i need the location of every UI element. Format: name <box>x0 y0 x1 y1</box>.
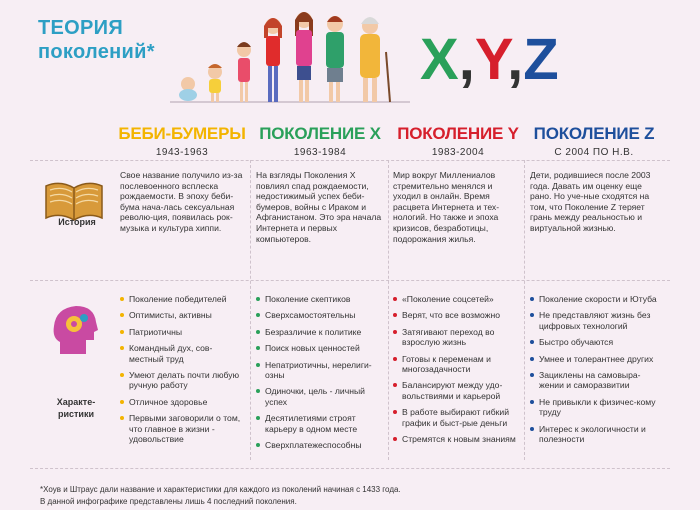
list-item: Стремятся к новым знаниям <box>393 434 520 444</box>
list-item: Быстро обучаются <box>530 337 662 347</box>
xyz-logo <box>420 27 559 92</box>
row-divider <box>30 280 670 281</box>
xyz-letter-z: Z <box>523 27 559 92</box>
history-cell-gen-y <box>393 170 520 244</box>
teen-figure <box>264 18 282 102</box>
toddler-figure <box>208 64 222 102</box>
history-text: На взгляды Поколения X повлиял спад рождаемости, недостижимый успех беби-бумеров, войны с Ираком и Афганистаном. Это эра начала Интернета и первых компьютеров. <box>256 170 382 244</box>
list-item: Умеют делать почти любую ручную работу <box>120 370 246 391</box>
column-years: 1943-1963 <box>155 147 209 158</box>
history-text: Дети, родившиеся после 2003 года. Давать им оценку еще рано. Но уче-ные сходятся на том, что Поколение Z теряет грань между реальностью и виртуальной жизнью. <box>530 170 651 233</box>
row-divider <box>30 468 670 469</box>
column-header-gen-z <box>524 124 664 160</box>
column-divider <box>388 160 389 460</box>
column-divider <box>524 160 525 460</box>
column-years: 1963-1984 <box>293 147 347 158</box>
footnote <box>40 484 401 508</box>
list-item: Балансируют между удо-вольствиями и карьерой <box>393 380 520 401</box>
middle-aged-figure <box>326 16 344 102</box>
xyz-comma-2: , <box>507 27 524 92</box>
title-line-2: поколений* <box>38 41 155 63</box>
history-text: Мир вокруг Миллениалов стремительно менялся и уходил в онлайн. Время расцвета Интернета и тех-нологий. Но также и эпоха кризисов, безработицы, подорожания жилья. <box>393 170 500 244</box>
list-item: Первыми заговорили о том, что главное в жизни - удовольствие <box>120 413 246 444</box>
infographic-title <box>38 16 155 64</box>
column-header-boomers <box>112 124 252 160</box>
head-gears-icon <box>50 304 100 356</box>
adult-figure <box>295 12 313 102</box>
list-item: Безразличие к политике <box>256 327 384 337</box>
history-text: Свое название получило из-за послевоенного всплеска рождаемости. В эпоху беби-бума нача-лась сексуальная револю-ция, появилась рок-музыка и культура хиппи. <box>120 170 243 233</box>
footnote-line-1: *Хоув и Штраус дали название и характеристики для каждого из поколений начиная с 1433 года. <box>40 485 401 494</box>
list-item: Оптимисты, активны <box>120 310 246 320</box>
history-cell-gen-x <box>256 170 384 244</box>
traits-list-gen-x <box>256 294 384 456</box>
child-figure <box>237 42 251 102</box>
row-label-history: История <box>58 217 96 227</box>
column-header-gen-y <box>388 124 528 160</box>
column-header-gen-x <box>250 124 390 160</box>
list-item: Сверхсамостоятельны <box>256 310 384 320</box>
list-item: Поиск новых ценностей <box>256 343 384 353</box>
list-item: Не представляют жизнь без цифровых технологий <box>530 310 662 331</box>
list-item: Верят, что все возможно <box>393 310 520 320</box>
list-item: Отличное здоровье <box>120 397 246 407</box>
elderly-figure <box>360 17 390 102</box>
list-item: Готовы к переменам и многозадачности <box>393 354 520 375</box>
column-title: БЕБИ-БУМЕРЫ <box>118 124 246 143</box>
footnote-line-2: В данной инфографике представлены лишь 4 последний поколения. <box>40 497 297 506</box>
column-divider <box>250 160 251 460</box>
list-item: Затягивают переход во взрослую жизнь <box>393 327 520 348</box>
list-item: Поколение скорости и Ютуба <box>530 294 662 304</box>
traits-list-gen-y <box>393 294 520 450</box>
list-item: «Поколение соцсетей» <box>393 294 520 304</box>
list-item: Сверхплатежеспособны <box>256 440 384 450</box>
open-book-icon <box>42 178 106 222</box>
title-line-1: ТЕОРИЯ <box>38 17 124 39</box>
list-item: Непатриотичны, нерелиги-озны <box>256 360 384 381</box>
list-item: Поколение скептиков <box>256 294 384 304</box>
list-item: Одиночки, цель - личный успех <box>256 386 384 407</box>
column-title: ПОКОЛЕНИЕ X <box>259 124 381 143</box>
list-item: Умнее и толерантнее других <box>530 354 662 364</box>
list-item: Десятилетиями строят карьеру в одном месте <box>256 413 384 434</box>
history-cell-boomers <box>120 170 246 234</box>
column-years: 1983-2004 <box>431 147 485 158</box>
traits-list-boomers <box>120 294 246 450</box>
xyz-letter-x: X <box>420 27 459 92</box>
xyz-comma-1: , <box>458 27 475 92</box>
column-title: ПОКОЛЕНИЕ Y <box>397 124 519 143</box>
xyz-letter-y: Y <box>474 27 508 92</box>
history-cell-gen-z <box>530 170 662 234</box>
traits-list-gen-z <box>530 294 662 450</box>
row-label-traits: Характе- ристики <box>56 397 96 419</box>
list-item: Зациклены на самовыра-жении и саморазвитии <box>530 370 662 391</box>
column-title: ПОКОЛЕНИЕ Z <box>533 124 655 143</box>
list-item: Не привыкли к физичес-кому труду <box>530 397 662 418</box>
list-item: Интерес к экологичности и полезности <box>530 424 662 445</box>
row-divider <box>30 160 670 161</box>
list-item: Командный дух, сов-местный труд <box>120 343 246 364</box>
column-years: С 2004 ПО Н.В. <box>554 147 634 158</box>
generations-illustration <box>160 2 420 106</box>
list-item: В работе выбирают гибкий график и быст-рые деньги <box>393 407 520 428</box>
list-item: Патриотичны <box>120 327 246 337</box>
list-item: Поколение победителей <box>120 294 246 304</box>
baby-figure <box>179 77 197 101</box>
